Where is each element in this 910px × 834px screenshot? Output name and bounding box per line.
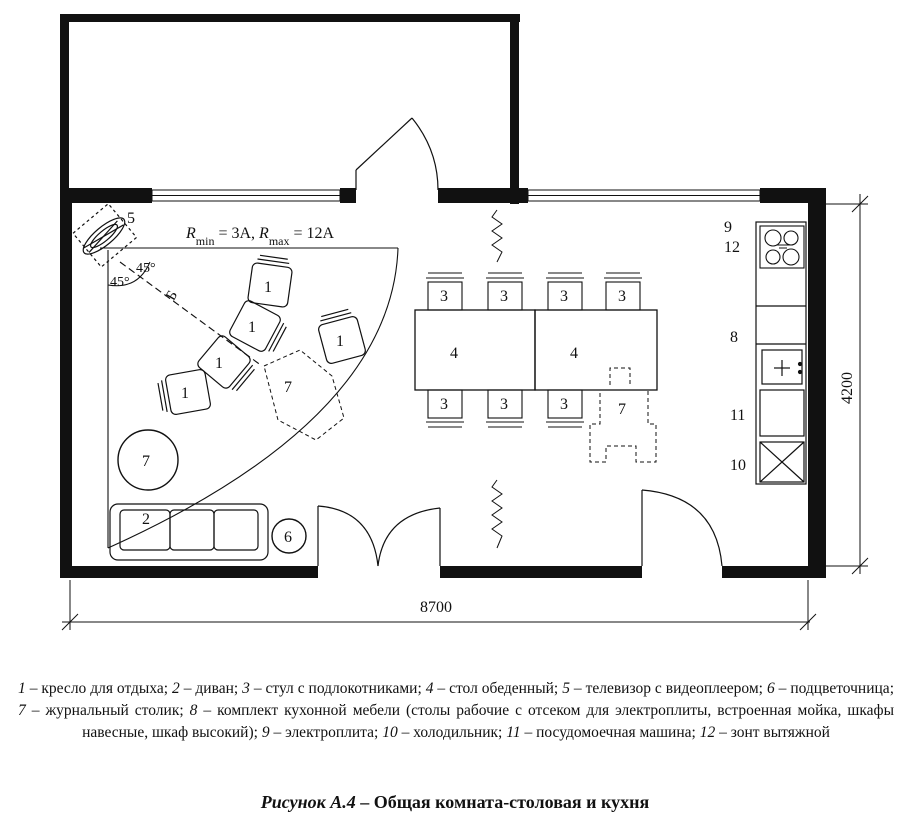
legend-text: – стул с подлокотниками; <box>249 680 426 697</box>
doors <box>318 118 722 566</box>
dimension-width: 8700 <box>420 599 452 616</box>
dimension-lines <box>62 194 868 630</box>
sofa <box>110 504 268 560</box>
label-5: 5 <box>127 210 135 227</box>
legend-number: 11 <box>506 724 521 741</box>
label-12: 12 <box>724 239 740 256</box>
figure-caption <box>0 792 910 813</box>
legend-text: – стол обеденный; <box>433 680 563 697</box>
radius-label: $R_{min} = 3A$, $R_{max} = 12A$ <box>186 225 335 248</box>
legend-text: – зонт вытяжной <box>715 724 830 741</box>
view-letter: Б <box>163 287 182 304</box>
legend-number: 4 <box>425 680 434 697</box>
legend-text: – комплект кухонной мебели (столы рабочие с отсеком для электроплиты, встроенная мойка, шкафы навесные, шкаф высокий); <box>82 702 894 741</box>
label-3g: 3 <box>560 396 568 413</box>
label-4b: 4 <box>570 345 578 362</box>
label-1e: 1 <box>336 333 344 350</box>
zone-marks <box>492 210 502 548</box>
label-3f: 3 <box>500 396 508 413</box>
label-10: 10 <box>730 457 746 474</box>
dining-chairs <box>426 273 642 427</box>
label-7c: 7 <box>618 401 626 418</box>
legend-number: 3 <box>242 680 250 697</box>
legend-number: 5 <box>562 680 570 697</box>
label-8: 8 <box>730 329 738 346</box>
legend-text: – посудомоечная машина; <box>520 724 700 741</box>
armchair-1c <box>196 334 258 395</box>
legend-text: – журнальный столик; <box>25 702 190 719</box>
label-1b: 1 <box>248 319 256 336</box>
legend-number: 10 <box>382 724 398 741</box>
label-1c: 1 <box>215 355 223 372</box>
label-9: 9 <box>724 219 732 236</box>
angle-label-left: 45° <box>110 275 130 290</box>
figure-title: – Общая комната-столовая и кухня <box>355 792 650 812</box>
label-7a: 7 <box>284 379 292 396</box>
angle-label-right: 45° <box>136 261 156 276</box>
label-4a: 4 <box>450 345 458 362</box>
legend-number: 6 <box>766 680 775 697</box>
legend-text: – холодильник; <box>397 724 507 741</box>
legend-number: 9 <box>261 724 270 741</box>
label-1d: 1 <box>181 385 189 402</box>
label-3a: 3 <box>440 288 448 305</box>
legend <box>18 678 894 744</box>
legend-text: – телевизор с видеоплеером; <box>569 680 767 697</box>
label-6: 6 <box>284 529 292 546</box>
label-11: 11 <box>730 407 746 424</box>
label-3e: 3 <box>440 396 448 413</box>
legend-text: – электроплита; <box>269 724 383 741</box>
label-3d: 3 <box>618 288 626 305</box>
legend-number: 1 <box>18 680 26 697</box>
legend-number: 2 <box>172 680 180 697</box>
label-2: 2 <box>142 511 150 528</box>
label-3c: 3 <box>560 288 568 305</box>
label-3b: 3 <box>500 288 508 305</box>
legend-number: 12 <box>699 724 716 741</box>
label-7b: 7 <box>142 453 150 470</box>
label-1a: 1 <box>264 279 272 296</box>
stove <box>760 226 804 268</box>
dimension-height: 4200 <box>839 372 856 404</box>
legend-number: 8 <box>189 702 198 719</box>
legend-text: – подцветочница; <box>774 680 894 697</box>
legend-text: – кресло для отдыха; <box>25 680 173 697</box>
kitchen-set <box>756 222 806 484</box>
legend-number: 7 <box>18 702 26 719</box>
legend-text: – диван; <box>179 680 243 697</box>
figure-number: Рисунок А.4 <box>260 792 356 812</box>
